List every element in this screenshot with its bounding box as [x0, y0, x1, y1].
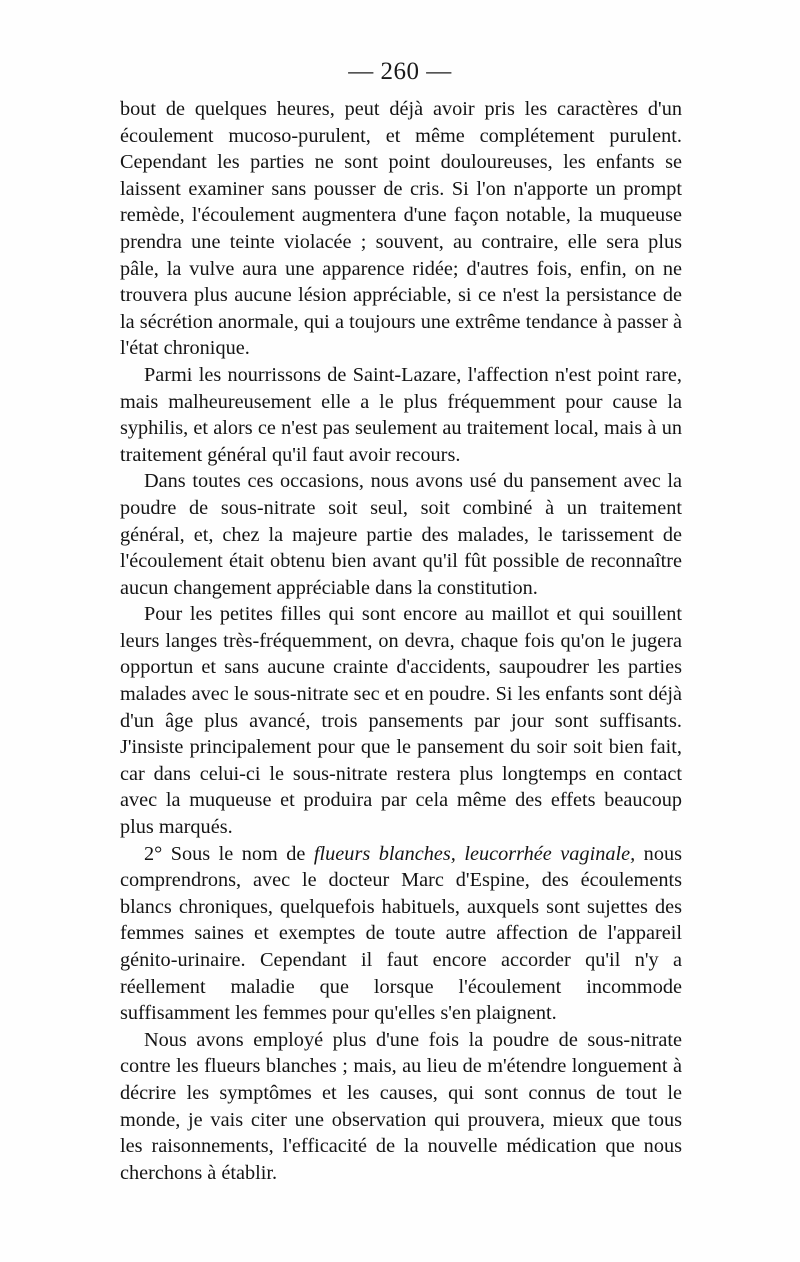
paragraph-5 [120, 841, 682, 1027]
paragraph-2: Parmi les nourrissons de Saint-Lazare, l'affection n'est point rare, mais malheureusement elle a le plus fréquemment pour cause la syphilis, et alors ce n'est pas seulement au traitement local, mais à un traitement général qu'il faut avoir recours. [120, 363, 682, 466]
paragraph-4: Pour les petites filles qui sont encore au maillot et qui souillent leurs langes très-fréquemment, on devra, chaque fois qu'on le jugera opportun et sans aucune crainte d'accidents, saupoudrer les parties malades avec le sous-nitrate sec et en poudre. Si les enfants sont déjà d'un âge plus avancé, trois pansements par jour sont suffisants. J'insiste principalement pour que le pansement du soir soit bien fait, car dans celui-ci le sous-nitrate restera plus longtemps en contact avec la muqueuse et produira par cela même des effets beaucoup plus marqués. [120, 603, 682, 839]
body-text [120, 96, 682, 1186]
page-number: — 260 — [348, 58, 452, 85]
paragraph-1: bout de quelques heures, peut déjà avoir pris les caractères d'un écoulement mucoso-purulent, et même complétement purulent. Cependant les parties ne sont point douloureuses, les enfants se laissent examiner sans pousser de cris. Si l'on n'apporte un prompt remède, l'écoulement augmentera d'une façon notable, la muqueuse prendra une teinte violacée ; souvent, au contraire, elle sera plus pâle, la vulve aura une apparence ridée; d'autres fois, enfin, on ne trouvera plus aucune lésion appréciable, si ce n'est la persistance de la sécrétion anormale, qui a toujours une extrême tendance à passer à l'état chronique. [120, 98, 682, 360]
paragraph-5-italic-term: flueurs blanches, leucorrhée vaginale, [313, 842, 636, 865]
paragraph-5-rest: nous comprendrons, avec le docteur Marc d'Espine, des écoulements blancs chroniques, quelquefois habituels, auxquels sont sujettes des femmes saines et exemptes de toute autre affection de l'appareil génito-urinaire. Cependant il faut encore accorder qu'il n'y a réellement maladie que lorsque l'écoulement incommode suffisamment les femmes pour qu'elles s'en plaignent. [120, 842, 682, 1025]
paragraph-6: Nous avons employé plus d'une fois la poudre de sous-nitrate contre les flueurs blanches ; mais, au lieu de m'étendre longuement à décrire les symptômes et les causes, qui sont connus de tout le monde, je vais citer une observation qui prouvera, mieux que tous les raisonnements, l'efficacité de la nouvelle médication que nous cherchons à établir. [120, 1028, 682, 1184]
paragraph-5-lead: 2° Sous le nom de [144, 842, 314, 865]
paragraph-3: Dans toutes ces occasions, nous avons usé du pansement avec la poudre de sous-nitrate soit seul, soit combiné à un traitement général, et, chez la majeure partie des malades, le tarissement de l'écoulement était obtenu bien avant qu'il fût possible de reconnaître aucun changement appréciable dans la constitution. [120, 470, 682, 599]
